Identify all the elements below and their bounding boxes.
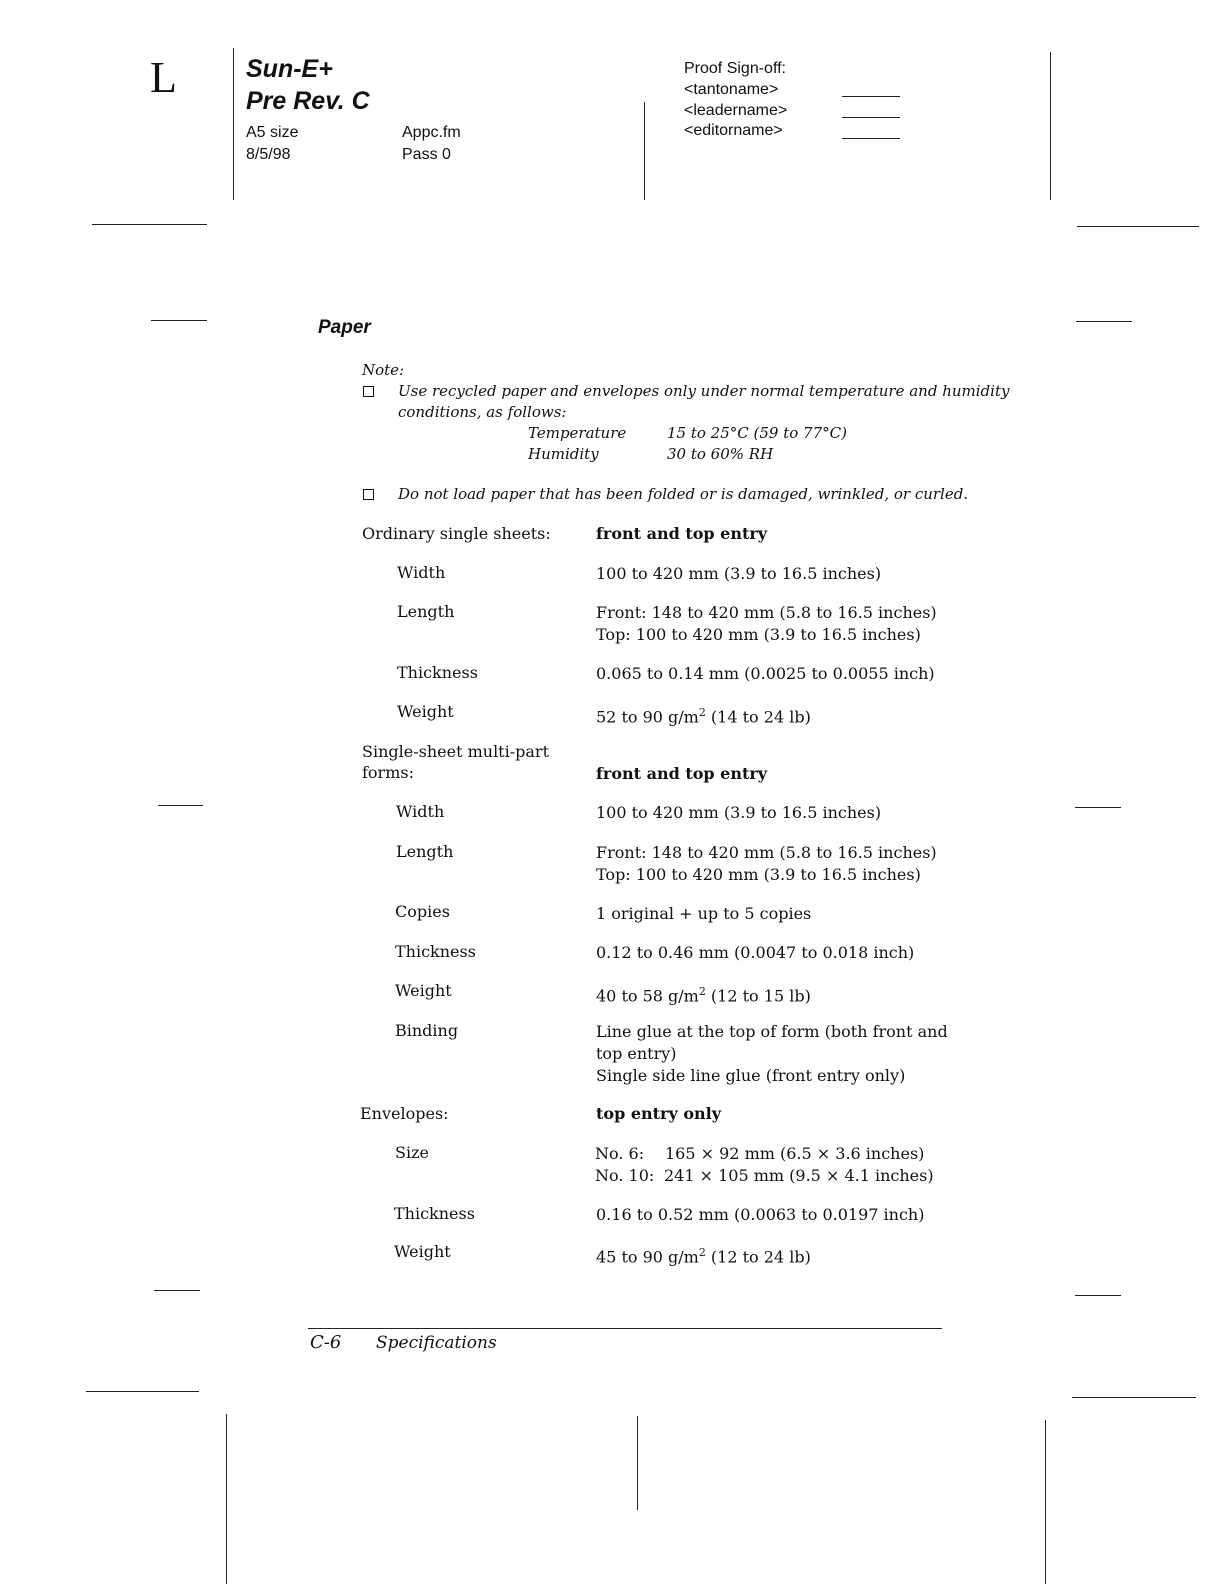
envelope-no6-value: 165 × 92 mm (6.5 × 3.6 inches) [665,1144,925,1163]
checkbox-bullet-icon [363,489,374,500]
multipart-weight-value: 40 to 58 $g/m^2$ (12 to 15 lb) [596,985,811,1006]
multipart-length-value1: Front: 148 to 420 mm (5.8 to 16.5 inches) [596,843,937,862]
multipart-length-value2: Top: 100 to 420 mm (3.9 to 16.5 inches) [596,865,921,884]
signoff-line-tanto [842,96,900,97]
doc-file: Appc.fm [402,124,461,141]
condition-label-temperature: Temperature [528,424,627,442]
crop-mark [1075,807,1121,808]
ordinary-heading: Ordinary single sheets: [362,524,551,543]
multipart-heading-line2: forms: [362,763,414,782]
crop-mark [1072,1397,1196,1398]
signoff-editor: <editorname> [684,122,783,139]
crop-mark [92,224,207,225]
envelopes-thickness-label: Thickness [394,1204,475,1223]
ordinary-length-label: Length [397,602,455,621]
crop-mark [151,320,207,321]
envelope-no10-label: No. 10: [595,1166,655,1185]
footer-rule [308,1328,942,1329]
doc-size: A5 size [246,124,299,141]
crop-mark [158,805,203,806]
checkbox-bullet-icon [363,386,374,397]
envelopes-weight-value: 45 to 90 $g/m^2$ (12 to 24 lb) [596,1246,811,1267]
multipart-heading-line1: Single-sheet multi-part [362,742,549,761]
envelopes-heading: Envelopes: [360,1104,449,1123]
envelopes-size-label: Size [395,1143,429,1162]
envelopes-entry: top entry only [596,1104,721,1123]
note1-line1: Use recycled paper and envelopes only under normal temperature and humidity [398,382,1010,400]
multipart-copies-value: 1 original + up to 5 copies [596,904,812,923]
corner-letter: L [150,53,177,102]
ordinary-width-value: 100 to 420 mm (3.9 to 16.5 inches) [596,564,882,583]
multipart-binding-label: Binding [395,1021,459,1040]
note-label: Note: [362,361,405,379]
envelopes-thickness-value: 0.16 to 0.52 mm (0.0063 to 0.0197 inch) [596,1205,925,1224]
envelope-no10-value: 241 × 105 mm (9.5 × 4.1 inches) [664,1166,934,1185]
multipart-length-label: Length [396,842,454,861]
crop-mark [154,1290,200,1291]
note1-line2: conditions, as follows: [398,403,567,421]
condition-value-temperature: 15 to 25°C (59 to 77°C) [667,424,847,442]
signoff-title: Proof Sign-off: [684,60,786,77]
multipart-width-label: Width [396,802,445,821]
doc-revision: Pre Rev. C [246,87,370,115]
doc-date: 8/5/98 [246,146,291,163]
ordinary-thickness-value: 0.065 to 0.14 mm (0.0025 to 0.0055 inch) [596,664,935,683]
ordinary-thickness-label: Thickness [397,663,478,682]
multipart-width-value: 100 to 420 mm (3.9 to 16.5 inches) [596,803,882,822]
section-title: Paper [318,317,371,338]
multipart-thickness-value: 0.12 to 0.46 mm (0.0047 to 0.018 inch) [596,943,915,962]
crop-mark [1045,1420,1046,1584]
multipart-weight-label: Weight [395,981,452,1000]
condition-value-humidity: 30 to 60% RH [667,445,774,463]
footer-section-name: Specifications [376,1333,497,1353]
crop-mark [86,1391,199,1392]
multipart-copies-label: Copies [395,902,450,921]
doc-title: Sun-E+ [246,55,333,83]
ordinary-weight-value: 52 to 90 $g/m^2$ (14 to 24 lb) [596,706,811,727]
crop-mark [226,1414,227,1584]
note2-text: Do not load paper that has been folded or is damaged, wrinkled, or curled. [398,485,969,503]
ordinary-length-value2: Top: 100 to 420 mm (3.9 to 16.5 inches) [596,625,921,644]
footer-page-number: C-6 [310,1332,342,1353]
multipart-binding-value3: Single side line glue (front entry only) [596,1066,906,1085]
doc-pass: Pass 0 [402,146,451,163]
signoff-leader: <leadername> [684,102,788,119]
header-left-divider [233,48,234,200]
crop-mark [1076,321,1132,322]
ordinary-weight-label: Weight [397,702,454,721]
ordinary-length-value1: Front: 148 to 420 mm (5.8 to 16.5 inches) [596,603,937,622]
header-right-divider [1050,52,1051,200]
header-center-divider [644,102,645,200]
multipart-entry: front and top entry [596,764,768,783]
crop-mark [1077,226,1199,227]
condition-label-humidity: Humidity [528,445,599,463]
multipart-binding-value2: top entry) [596,1044,677,1063]
envelopes-weight-label: Weight [394,1242,451,1261]
crop-mark [637,1416,638,1510]
ordinary-entry: front and top entry [596,524,768,543]
multipart-thickness-label: Thickness [395,942,476,961]
envelope-no6-label: No. 6: [595,1144,645,1163]
ordinary-width-label: Width [397,563,446,582]
multipart-binding-value1: Line glue at the top of form (both front and [596,1022,948,1041]
signoff-line-leader [842,117,900,118]
signoff-line-editor [842,138,900,139]
crop-mark [1075,1295,1121,1296]
signoff-tanto: <tantoname> [684,81,779,98]
